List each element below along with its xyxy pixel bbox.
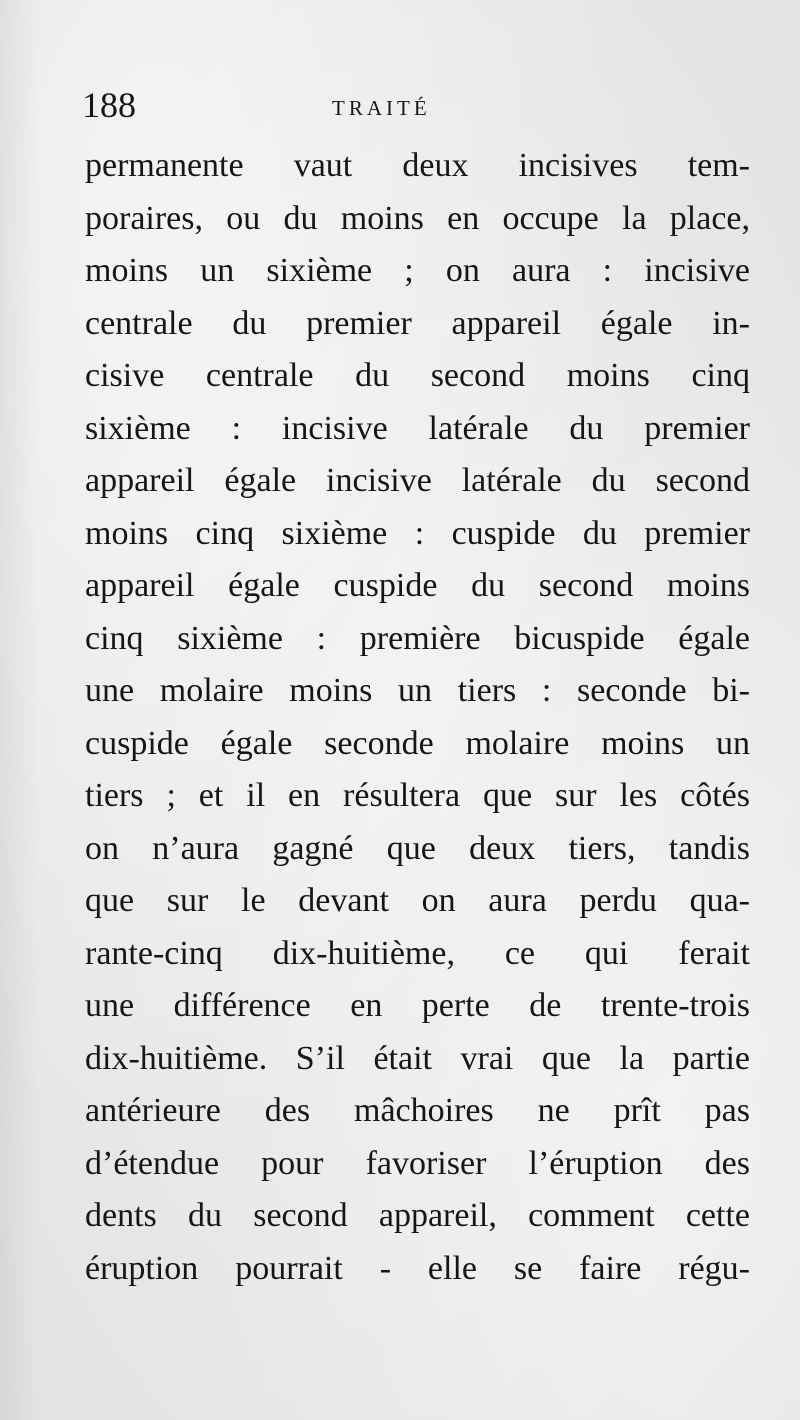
text-line: une molaire moins un tiers : seconde bi- <box>85 672 750 709</box>
text-line: moins cinq sixième : cuspide du premier <box>85 514 750 552</box>
running-head: TRAITÉ <box>332 96 431 120</box>
page-edge-shadow <box>0 0 40 1420</box>
body-text <box>85 140 750 1295</box>
text-line: poraires, ou du moins en occupe la place, <box>85 199 750 237</box>
text-line: moins un sixième ; on aura : incisive <box>85 252 750 289</box>
text-line: dents du second appareil, comment cette <box>85 1197 750 1234</box>
text-line: on n’aura gagné que deux tiers, tandis <box>85 829 750 867</box>
text-line: que sur le devant on aura perdu qua- <box>85 882 750 919</box>
text-line: cisive centrale du second moins cinq <box>85 357 750 394</box>
text-line: antérieure des mâchoires ne prît pas <box>85 1092 750 1129</box>
page-number: 188 <box>82 85 136 125</box>
text-line: tiers ; et il en résultera que sur les côtés <box>85 777 750 814</box>
text-line: centrale du premier appareil égale in- <box>85 304 750 342</box>
text-line: d’étendue pour favoriser l’éruption des <box>85 1144 750 1182</box>
text-line: rante-cinq dix-huitième, ce qui ferait <box>85 934 750 972</box>
text-line: cinq sixième : première bicuspide égale <box>85 619 750 657</box>
page-header <box>82 80 682 130</box>
text-line: sixième : incisive latérale du premier <box>85 409 750 447</box>
text-line: éruption pourrait - elle se faire régu- <box>85 1249 750 1287</box>
text-line: permanente vaut deux incisives tem- <box>85 147 750 184</box>
text-line: dix-huitième. S’il était vrai que la partie <box>85 1039 750 1077</box>
text-line: cuspide égale seconde molaire moins un <box>85 724 750 762</box>
text-line: une différence en perte de trente-trois <box>85 987 750 1024</box>
text-line: appareil égale incisive latérale du second <box>85 462 750 499</box>
text-line: appareil égale cuspide du second moins <box>85 567 750 604</box>
